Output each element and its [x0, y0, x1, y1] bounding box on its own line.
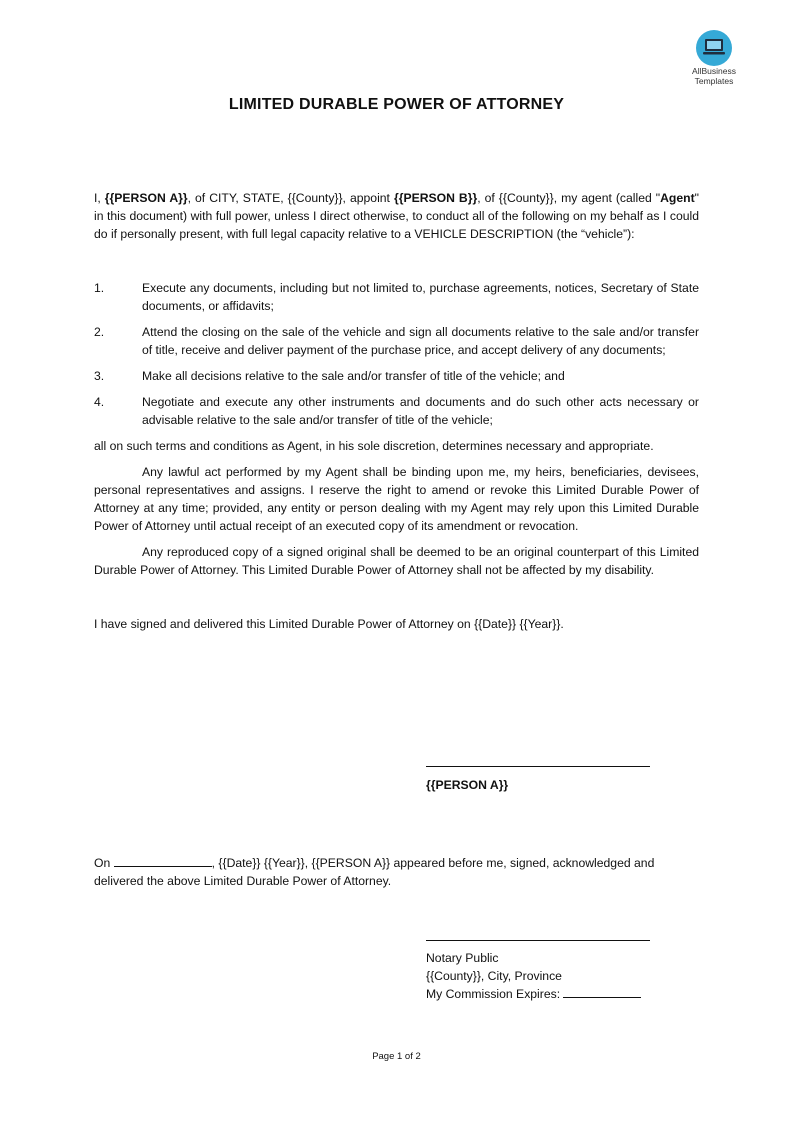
- notary-title: Notary Public: [426, 951, 499, 965]
- person-b-placeholder: {{PERSON B}}: [393, 191, 478, 205]
- terms-paragraph: all on such terms and conditions as Agent, in his sole discretion, determines necessary and appropriate.: [94, 439, 654, 453]
- signed-statement: I have signed and delivered this Limited Durable Power of Attorney on {{Date}} {{Year}}.: [94, 617, 564, 631]
- commission-blank: [563, 985, 641, 998]
- reproduced-copy-paragraph: Any reproduced copy of a signed original shall be deemed to be an original counterpart of this Limited Durable Power of Attorney. This Limited Durable Power of Attorney shall not be affected by my disability.: [94, 545, 699, 577]
- list-item: 4. Negotiate and execute any other instruments and documents and do such other acts necessary or advisable relative to the sale and/or transfer of title of the vehicle;: [94, 395, 699, 427]
- notary-signature-line: [426, 940, 650, 941]
- notary-acknowledgment: On , {{Date}} {{Year}}, {{PERSON A}} appeared before me, signed, acknowledged and delivered the above Limited Durable Power of Attorney.: [94, 856, 655, 888]
- laptop-icon: [696, 30, 732, 66]
- brand-logo: [680, 30, 748, 86]
- signature-name: {{PERSON A}}: [426, 778, 509, 792]
- list-item: 3. Make all decisions relative to the sale and/or transfer of title of the vehicle; and: [94, 369, 565, 383]
- logo-text: AllBusiness Templates: [692, 66, 736, 86]
- person-a-placeholder: {{PERSON A}}: [104, 191, 188, 205]
- intro-paragraph: I, {{PERSON A}}, of CITY, STATE, {{County}}, appoint {{PERSON B}}, of {{County}}, my agent (called "Agent" in this document) with full power, unless I direct otherwise, to conduct all of the following on my behalf as I could do if personally present, with full legal capacity relative to a VEHICLE DESCRIPTION (the “vehicle”):: [94, 191, 699, 241]
- document-title: LIMITED DURABLE POWER OF ATTORNEY: [228, 96, 565, 113]
- date-blank: [114, 854, 212, 867]
- notary-block: [426, 949, 641, 1003]
- signature-line: [426, 766, 650, 767]
- agent-term: Agent: [660, 191, 695, 205]
- list-item: 2. Attend the closing on the sale of the vehicle and sign all documents relative to the sale and/or transfer of title, receive and deliver payment of the purchase price, and accept delivery of any documents;: [94, 325, 699, 357]
- powers-list: [94, 279, 699, 429]
- notary-commission: My Commission Expires:: [426, 985, 641, 1003]
- page-number: Page 1 of 2: [372, 1051, 421, 1062]
- lawful-act-paragraph: Any lawful act performed by my Agent shall be binding upon me, my heirs, beneficiaries, devisees, personal representatives and assigns. I reserve the right to amend or revoke this Limited Durable Power of Attorney at any time; provided, any entity or person dealing with my Agent may rely upon this Limited Durable Power of Attorney until actual receipt of an executed copy of its amendment or revocation.: [94, 465, 699, 533]
- notary-location: {{County}}, City, Province: [426, 969, 562, 983]
- list-item: 1. Execute any documents, including but not limited to, purchase agreements, notices, Secretary of State documents, or affidavits;: [94, 281, 699, 313]
- document-body: [94, 189, 699, 633]
